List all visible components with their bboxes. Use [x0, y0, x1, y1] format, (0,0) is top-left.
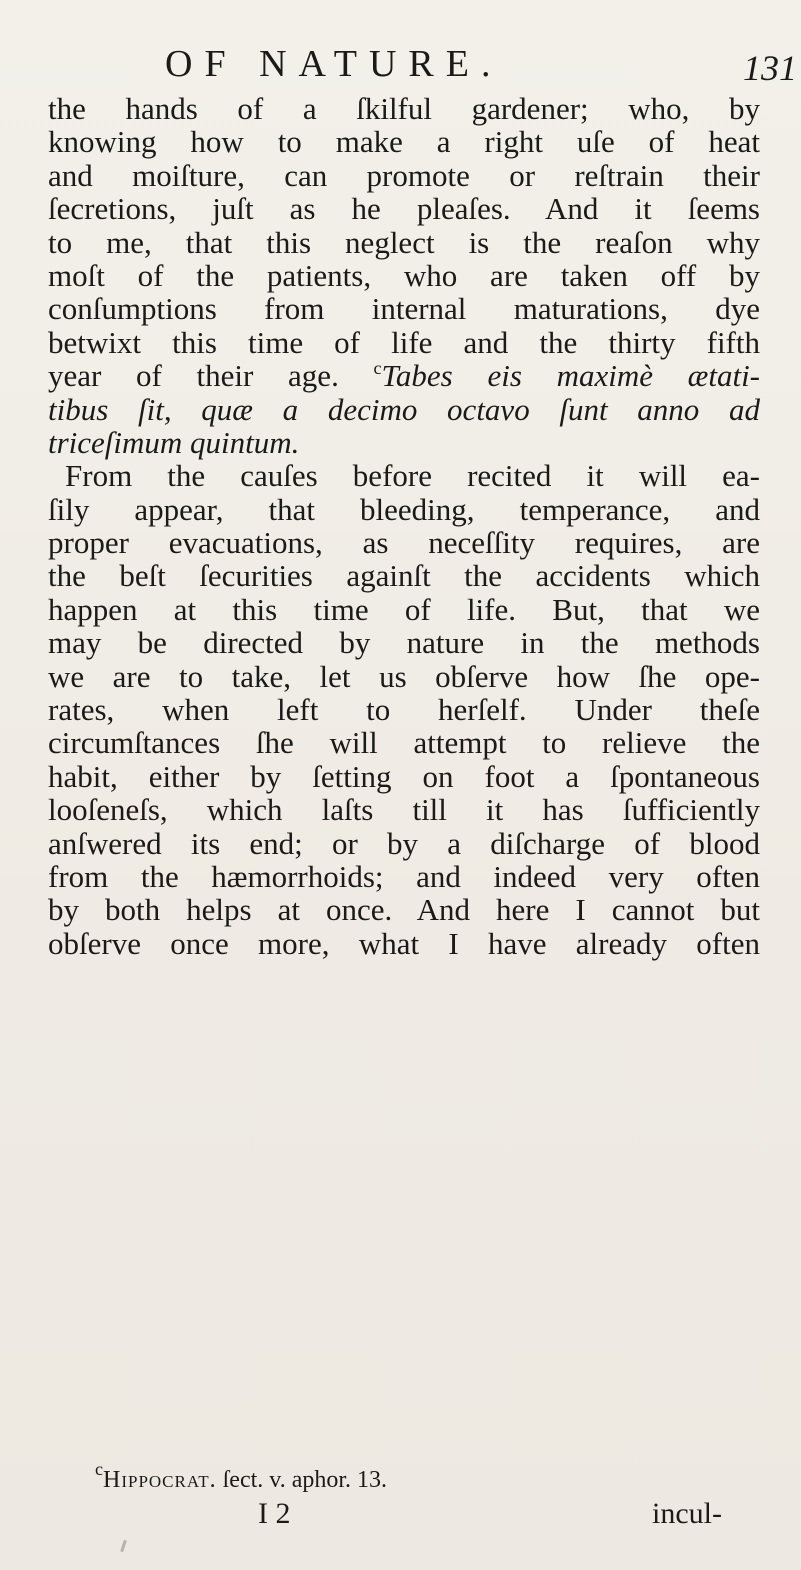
text-line: the hands of a ſkilful gardener; who, by [48, 91, 760, 126]
text-line: ſecretions, juſt as he pleaſes. And it ſeems [48, 191, 760, 227]
catchword: incul- [652, 1497, 722, 1530]
text-line: we are to take, let us obſerve how ſhe ope- [48, 658, 760, 694]
running-title: OF NATURE. [165, 43, 503, 85]
text-line: ſily appear, that bleeding, temperance, and [48, 491, 760, 527]
text-line: moſt of the patients, who are taken off by [48, 257, 760, 293]
text-line: knowing how to make a right uſe of heat [48, 124, 760, 160]
paragraph-start: From the cauſes before recited it will ea- [65, 458, 760, 494]
footnote-marker: c [373, 358, 382, 379]
signature-mark: I 2 [258, 1497, 291, 1530]
footnote-author: Hippocrat. [103, 1467, 217, 1493]
body-text [48, 92, 760, 960]
text-line: looſeneſs, which laſts till it has ſufficiently [48, 792, 760, 828]
text-line: happen at this time of life. But, that we [48, 591, 760, 627]
text-line: from the hæmorrhoids; and indeed very often [48, 858, 760, 894]
text-line: proper evacuations, as neceſſity requires, are [48, 525, 760, 561]
text-line: may be directed by nature in the methods [48, 625, 760, 661]
latin-quote-segment: quæ a decimo octavo ſunt anno ad [201, 391, 760, 427]
latin-quote-line [48, 393, 760, 426]
text-line: obſerve once more, what I have already often [48, 925, 760, 961]
text-line: betwixt this time of life and the thirty fifth [48, 324, 760, 360]
running-head [0, 40, 801, 88]
text-line: circumſtances ſhe will attempt to relieve the [48, 725, 760, 761]
text-line: habit, either by ſetting on foot a ſpontaneous [48, 758, 760, 794]
text-line: the beſt ſecurities againſt the accidents which [48, 558, 760, 594]
text-segment: year of their age. [48, 358, 339, 394]
latin-quote-end: triceſimum quintum. [48, 424, 300, 460]
text-line: to me, that this neglect is the reaſon why [48, 224, 760, 260]
text-line: by both helps at once. And here I cannot but [48, 892, 760, 928]
latin-quote-start: Tabes eis maximè ætati- [381, 358, 761, 394]
ink-mark [120, 1540, 127, 1552]
latin-quote-segment: tibus ſit, [48, 391, 172, 427]
text-line: conſumptions from internal maturations, dye [48, 291, 760, 327]
page-number: 131 [743, 48, 797, 88]
text-line-with-quote [48, 359, 760, 392]
text-line: anſwered its end; or by a diſcharge of blood [48, 825, 760, 861]
text-line: and moiſture, can promote or reſtrain their [48, 157, 760, 193]
footnote-marker: c [95, 1459, 103, 1479]
footnote-reference: ſect. v. aphor. 13. [222, 1467, 388, 1493]
text-line: rates, when left to herſelf. Under theſe [48, 692, 760, 728]
footnote [95, 1459, 388, 1495]
